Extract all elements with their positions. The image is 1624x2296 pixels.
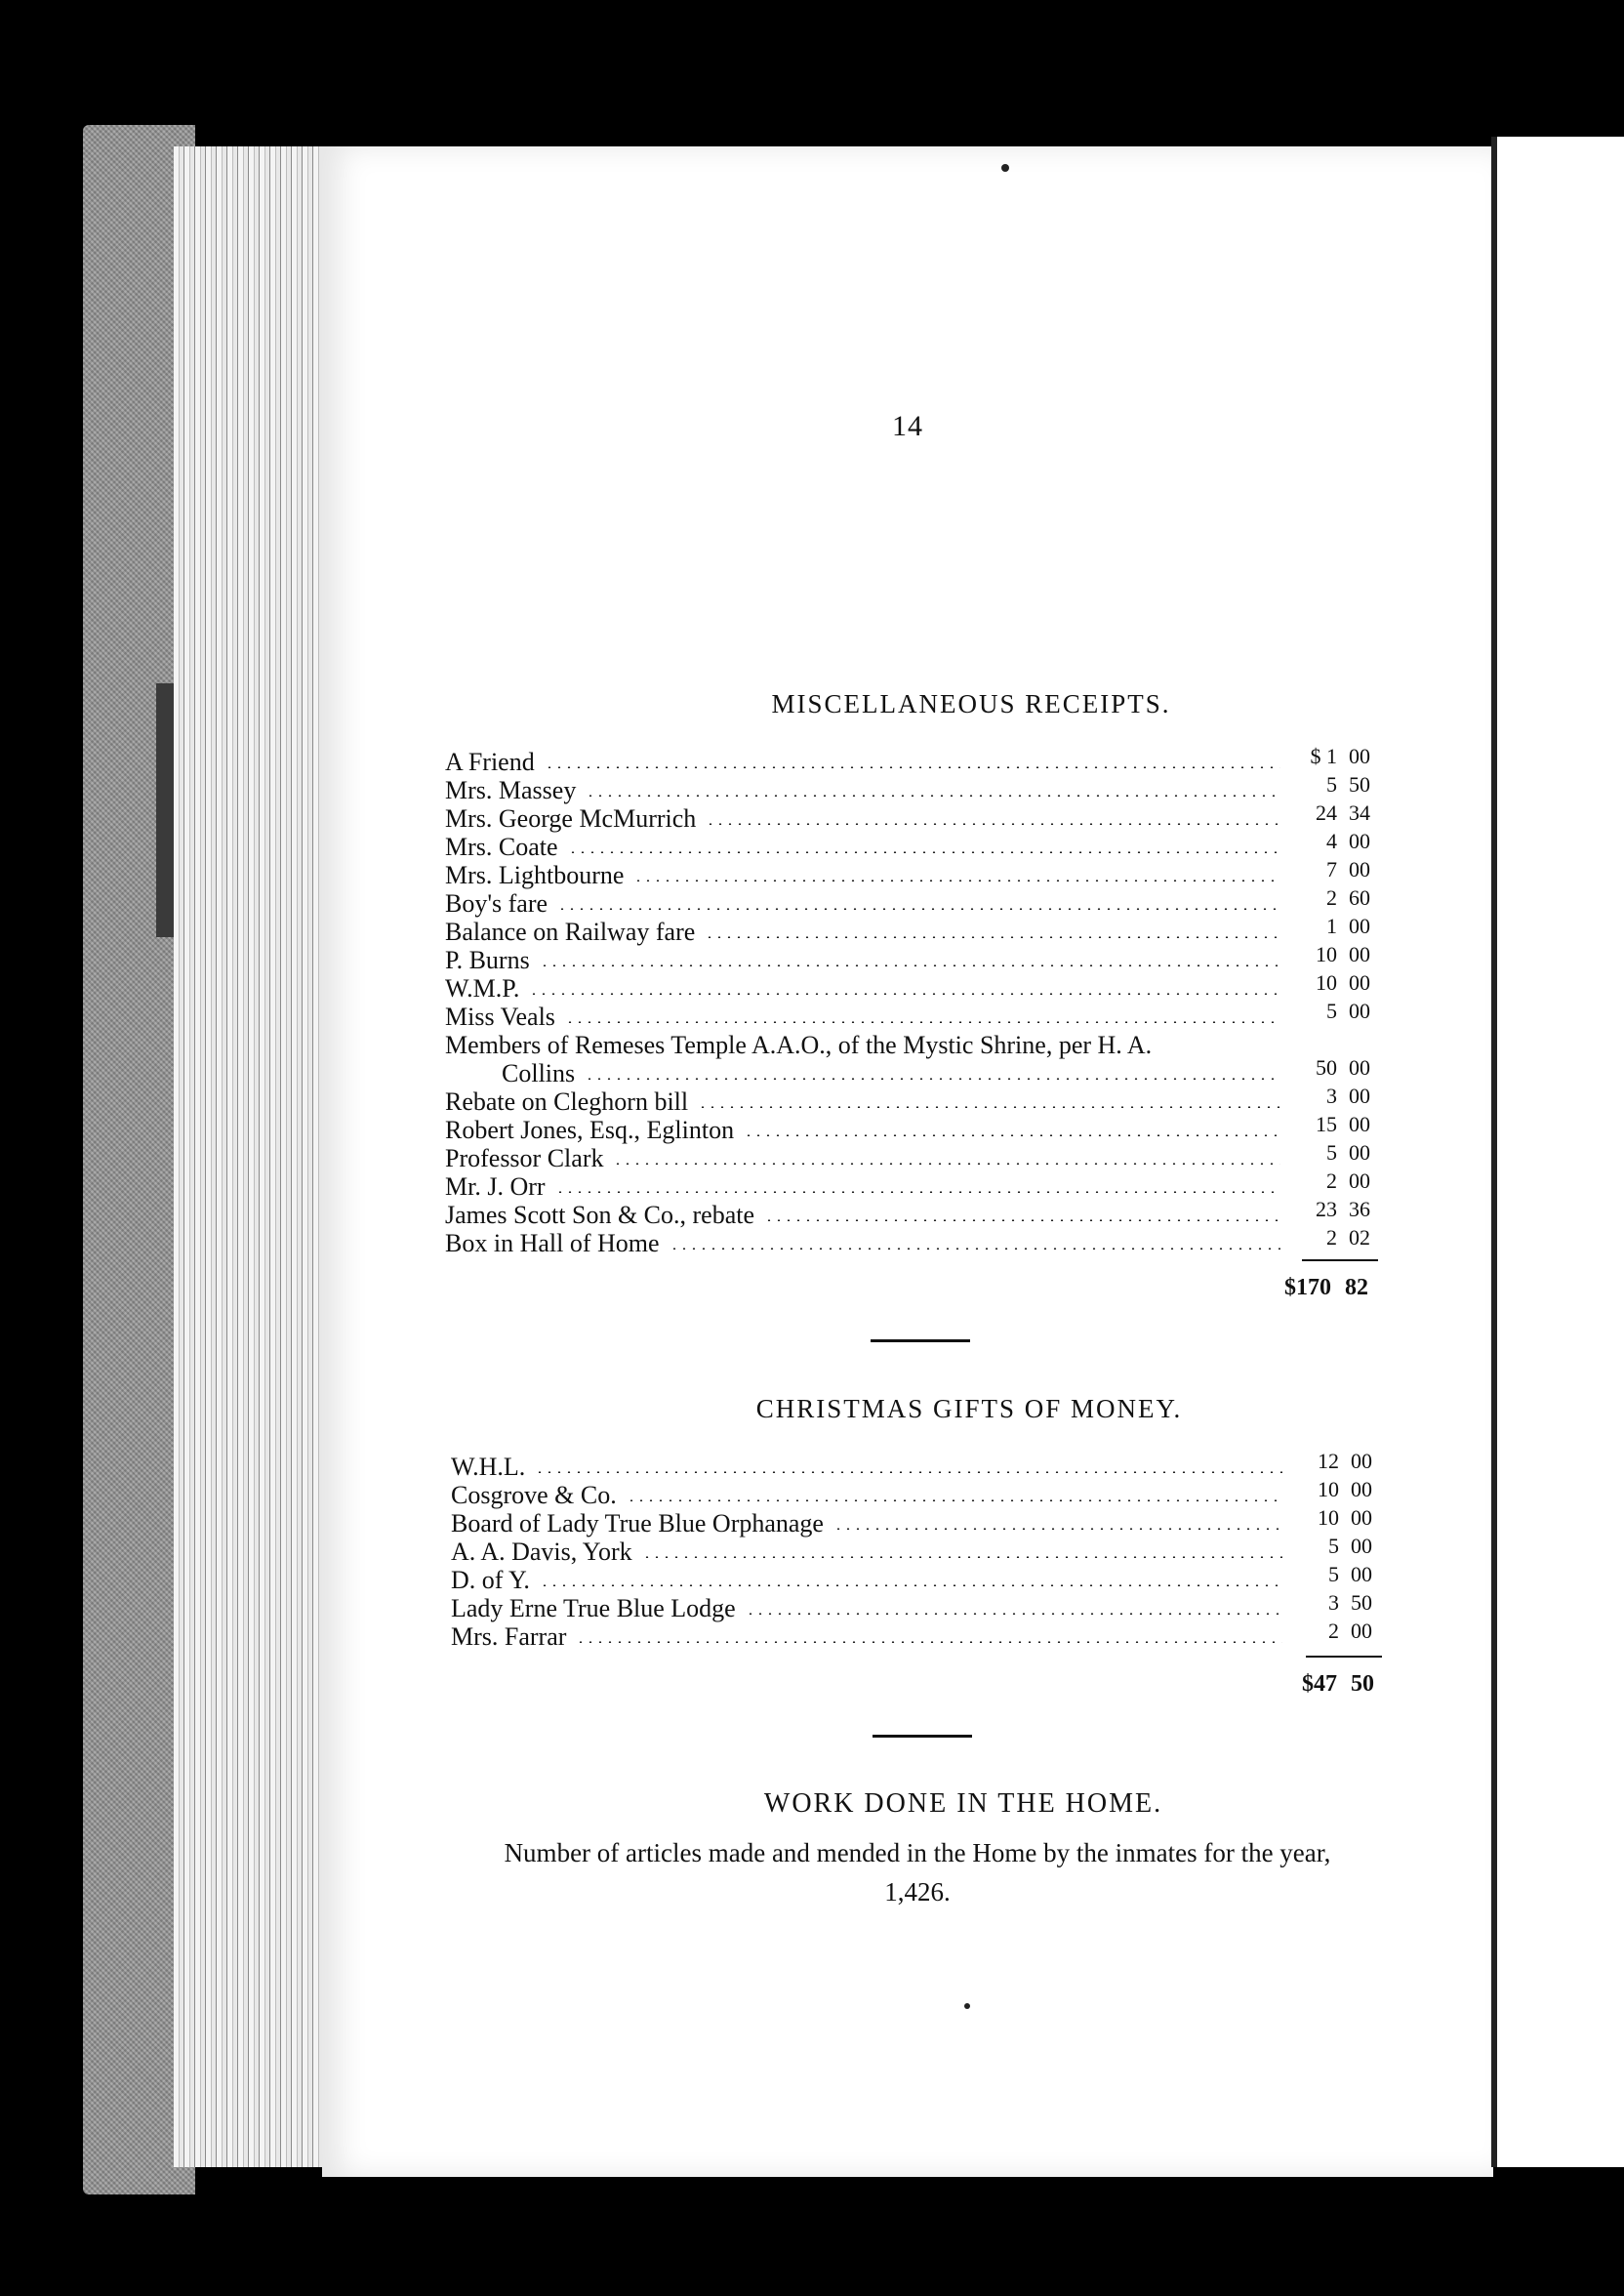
leader-dots — [529, 993, 1280, 995]
ledger-row — [445, 829, 1382, 861]
amount-cents: 00 — [1349, 1112, 1370, 1136]
entry-name: W.H.L. — [451, 1453, 526, 1481]
ledger-row — [451, 1534, 1384, 1566]
amount-dollars: 5 — [1328, 1534, 1339, 1558]
entry-amount — [1294, 912, 1382, 940]
amount-dollars: 2 — [1326, 885, 1337, 910]
ledger-row — [451, 1590, 1384, 1622]
christmas-gifts-list — [451, 1449, 1384, 1651]
leader-dots — [705, 936, 1280, 938]
entry-name: A Friend — [445, 748, 535, 776]
work-text: Number of articles made and mended in the Home by the inmates for the year, 1,426. — [504, 1838, 1331, 1906]
ledger-row — [445, 1112, 1382, 1144]
entry-amount — [1294, 1223, 1382, 1251]
page-number: 14 — [892, 410, 923, 442]
amount-dollars: 2 — [1326, 1168, 1337, 1193]
amount-dollars: 2 — [1326, 1225, 1337, 1250]
entry-name: W.M.P. — [445, 974, 520, 1003]
entry-name: Mrs. George McMurrich — [445, 804, 697, 833]
entry-name: Mrs. Massey — [445, 776, 577, 804]
leader-dots — [535, 1471, 1282, 1473]
entry-amount — [1294, 1167, 1382, 1195]
amount-dollars: 10 — [1316, 942, 1337, 966]
ledger-row — [445, 1031, 1382, 1059]
entry-amount — [1296, 1503, 1384, 1532]
christmas-total-cents: 50 — [1351, 1671, 1374, 1697]
misc-total-cents: 82 — [1345, 1275, 1368, 1300]
misc-total-rule — [1302, 1259, 1378, 1261]
misc-receipts-heading: MISCELLANEOUS RECEIPTS. — [771, 689, 1171, 718]
section-divider — [873, 1735, 972, 1738]
ledger-row — [451, 1449, 1384, 1481]
amount-dollars: 5 — [1326, 1140, 1337, 1165]
entry-name: Lady Erne True Blue Lodge — [451, 1594, 736, 1622]
amount-cents: 00 — [1349, 970, 1370, 995]
entry-name: A. A. Davis, York — [451, 1538, 632, 1566]
amount-dollars: 5 — [1328, 1562, 1339, 1586]
entry-name: Box in Hall of Home — [445, 1229, 660, 1257]
amount-dollars: 2 — [1328, 1619, 1339, 1643]
ledger-row — [445, 800, 1382, 833]
amount-dollars: 15 — [1316, 1112, 1337, 1136]
entry-amount — [1296, 1475, 1384, 1503]
entry-name: James Scott Son & Co., rebate — [445, 1201, 755, 1229]
ledger-row — [445, 744, 1382, 776]
entry-name: Mrs. Lightbourne — [445, 861, 625, 889]
amount-cents: 00 — [1349, 1168, 1370, 1193]
entry-amount — [1294, 827, 1382, 855]
entry-amount — [1294, 770, 1382, 799]
entry-amount — [1296, 1617, 1384, 1645]
amount-dollars: 24 — [1316, 800, 1337, 825]
ledger-row — [445, 772, 1382, 804]
leader-dots — [585, 1078, 1280, 1080]
christmas-total — [1302, 1671, 1374, 1698]
leader-dots — [627, 1499, 1282, 1501]
leader-dots — [642, 1556, 1282, 1558]
amount-cents: 36 — [1349, 1197, 1370, 1221]
amount-cents: 00 — [1351, 1562, 1372, 1586]
leader-dots — [744, 1134, 1280, 1136]
entry-amount — [1294, 742, 1382, 770]
leader-dots — [746, 1613, 1282, 1615]
leader-dots — [670, 1248, 1280, 1250]
leader-dots — [545, 766, 1280, 768]
leader-dots — [764, 1219, 1280, 1221]
ledger-row — [445, 885, 1382, 918]
amount-dollars: 23 — [1316, 1197, 1337, 1221]
christmas-total-rule — [1306, 1656, 1382, 1658]
facing-page-edge — [1491, 137, 1624, 2167]
leader-dots — [698, 1106, 1280, 1108]
amount-cents: 50 — [1351, 1590, 1372, 1615]
leader-dots — [706, 823, 1280, 825]
christmas-gifts-heading: CHRISTMAS GIFTS OF MONEY. — [755, 1394, 1183, 1423]
entry-amount — [1296, 1588, 1384, 1617]
page-edges — [174, 146, 340, 2167]
amount-cents: 00 — [1349, 829, 1370, 853]
leader-dots — [540, 1584, 1282, 1586]
entry-amount — [1294, 883, 1382, 912]
amount-dollars: 4 — [1326, 829, 1337, 853]
leader-dots — [540, 964, 1280, 966]
christmas-total-dollars: $47 — [1302, 1671, 1337, 1697]
entry-amount — [1294, 1138, 1382, 1167]
entry-name: D. of Y. — [451, 1566, 530, 1594]
amount-cents: 00 — [1351, 1619, 1372, 1643]
entry-amount — [1294, 1053, 1382, 1082]
amount-cents: 00 — [1351, 1534, 1372, 1558]
amount-cents: 00 — [1349, 999, 1370, 1023]
leader-dots — [633, 880, 1280, 882]
entry-amount — [1294, 799, 1382, 827]
entry-name: Collins — [502, 1059, 576, 1087]
amount-dollars: 10 — [1318, 1477, 1339, 1501]
entry-name: Members of Remeses Temple A.A.O., of the Mystic Shrine, per H. A. — [445, 1031, 1153, 1059]
amount-cents: 00 — [1349, 914, 1370, 938]
leader-dots — [586, 795, 1280, 797]
leader-dots — [565, 1021, 1280, 1023]
amount-cents: 00 — [1349, 942, 1370, 966]
amount-dollars: 5 — [1326, 772, 1337, 797]
entry-name: Mr. J. Orr — [445, 1172, 546, 1201]
ledger-row — [445, 1055, 1382, 1087]
entry-amount — [1294, 855, 1382, 883]
amount-cents: 00 — [1351, 1505, 1372, 1530]
entry-amount — [1296, 1532, 1384, 1560]
amount-cents: 50 — [1349, 772, 1370, 797]
ledger-row — [445, 914, 1382, 946]
ink-speck — [964, 2003, 970, 2009]
entry-amount — [1294, 940, 1382, 968]
amount-dollars: 10 — [1316, 970, 1337, 995]
leader-dots — [576, 1641, 1282, 1643]
leader-dots — [555, 1191, 1280, 1193]
ledger-row — [451, 1505, 1384, 1538]
ledger-row — [445, 1140, 1382, 1172]
entry-name: Board of Lady True Blue Orphanage — [451, 1509, 824, 1538]
entry-name: Robert Jones, Esq., Eglinton — [445, 1116, 735, 1144]
ledger-row — [445, 1197, 1382, 1229]
ledger-row — [451, 1477, 1384, 1509]
leader-dots — [833, 1528, 1282, 1530]
amount-cents: 00 — [1349, 1055, 1370, 1080]
amount-dollars: 50 — [1316, 1055, 1337, 1080]
entry-amount — [1294, 1110, 1382, 1138]
entry-amount — [1294, 1195, 1382, 1223]
misc-total-dollars: $170 — [1284, 1275, 1331, 1300]
amount-cents: 02 — [1349, 1225, 1370, 1250]
ink-speck — [1001, 164, 1009, 172]
entry-name: Mrs. Coate — [445, 833, 558, 861]
amount-dollars: 7 — [1326, 857, 1337, 882]
amount-dollars: 5 — [1326, 999, 1337, 1023]
entry-name: Boy's fare — [445, 889, 548, 918]
leader-dots — [568, 851, 1280, 853]
entry-amount — [1294, 1082, 1382, 1110]
leader-dots — [557, 908, 1280, 910]
entry-amount — [1296, 1560, 1384, 1588]
amount-dollars: 12 — [1318, 1449, 1339, 1473]
amount-cents: 34 — [1349, 800, 1370, 825]
entry-name: Miss Veals — [445, 1003, 555, 1031]
amount-dollars: 1 — [1326, 914, 1337, 938]
amount-cents: 60 — [1349, 885, 1370, 910]
ledger-row — [451, 1562, 1384, 1594]
amount-cents: 00 — [1349, 744, 1370, 768]
misc-total — [1284, 1275, 1368, 1301]
amount-cents: 00 — [1349, 857, 1370, 882]
amount-dollars: 3 — [1328, 1590, 1339, 1615]
amount-cents: 00 — [1349, 1084, 1370, 1108]
amount-cents: 00 — [1351, 1477, 1372, 1501]
amount-dollars: 10 — [1318, 1505, 1339, 1530]
ledger-row — [445, 1084, 1382, 1116]
misc-receipts-list — [445, 744, 1382, 1257]
work-heading: WORK DONE IN THE HOME. — [763, 1788, 1163, 1819]
amount-dollars: 3 — [1326, 1084, 1337, 1108]
amount-cents: 00 — [1351, 1449, 1372, 1473]
amount-dollars: $ 1 — [1310, 744, 1337, 768]
ledger-row — [445, 942, 1382, 974]
entry-name: Mrs. Farrar — [451, 1622, 567, 1651]
entry-amount — [1294, 968, 1382, 997]
entry-name: Cosgrove & Co. — [451, 1481, 617, 1509]
leader-dots — [613, 1163, 1280, 1165]
amount-cents: 00 — [1349, 1140, 1370, 1165]
entry-amount — [1294, 997, 1382, 1025]
ledger-row — [445, 970, 1382, 1003]
entry-amount — [1296, 1447, 1384, 1475]
ledger-row — [445, 857, 1382, 889]
ledger-row — [445, 1168, 1382, 1201]
entry-name: Rebate on Cleghorn bill — [445, 1087, 689, 1116]
section-divider — [871, 1339, 970, 1342]
entry-name: P. Burns — [445, 946, 530, 974]
ledger-row — [445, 999, 1382, 1031]
entry-name: Balance on Railway fare — [445, 918, 696, 946]
entry-name: Professor Clark — [445, 1144, 604, 1172]
ledger-row — [451, 1619, 1384, 1651]
ledger-row — [445, 1225, 1382, 1257]
